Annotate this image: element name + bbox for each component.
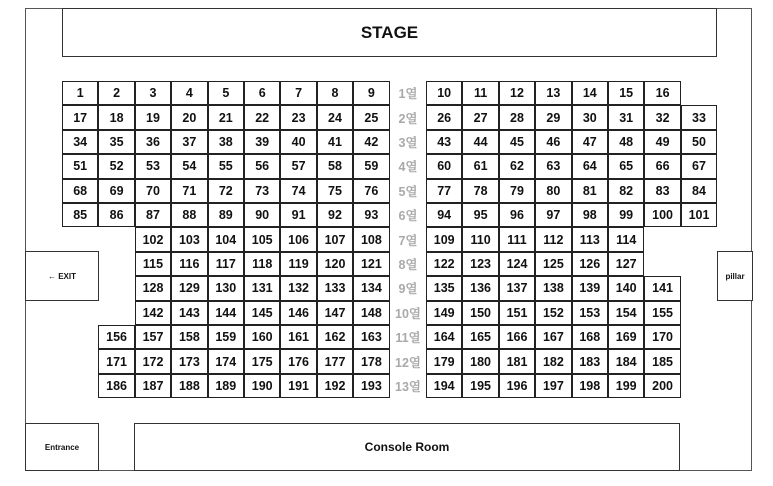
seat-161[interactable]: 161	[280, 325, 316, 349]
row-label: 11열	[395, 331, 421, 346]
seat-127[interactable]: 127	[608, 252, 644, 276]
seat-174[interactable]: 174	[208, 349, 244, 373]
seat-9[interactable]: 9	[353, 81, 389, 105]
seat-164[interactable]: 164	[426, 325, 462, 349]
entrance: Entrance	[25, 423, 99, 471]
seat-68[interactable]: 68	[62, 179, 98, 203]
seat-46[interactable]: 46	[535, 130, 571, 154]
seat-43[interactable]: 43	[426, 130, 462, 154]
seat-60[interactable]: 60	[426, 154, 462, 178]
seat-53[interactable]: 53	[135, 154, 171, 178]
seat-84[interactable]: 84	[681, 179, 717, 203]
seat-27[interactable]: 27	[462, 105, 498, 129]
seat-58[interactable]: 58	[317, 154, 353, 178]
seat-102[interactable]: 102	[135, 227, 171, 251]
exit-door: ← EXIT	[25, 251, 99, 301]
seat-198[interactable]: 198	[572, 374, 608, 398]
seat-158[interactable]: 158	[171, 325, 207, 349]
seat-139[interactable]: 139	[572, 276, 608, 300]
seat-30[interactable]: 30	[572, 105, 608, 129]
seat-14[interactable]: 14	[572, 81, 608, 105]
seat-91[interactable]: 91	[280, 203, 316, 227]
seat-22[interactable]: 22	[244, 105, 280, 129]
seat-49[interactable]: 49	[644, 130, 680, 154]
seat-35[interactable]: 35	[98, 130, 134, 154]
seat-6[interactable]: 6	[244, 81, 280, 105]
seat-151[interactable]: 151	[499, 301, 535, 325]
seat-95[interactable]: 95	[462, 203, 498, 227]
seat-65[interactable]: 65	[608, 154, 644, 178]
seat-160[interactable]: 160	[244, 325, 280, 349]
seat-28[interactable]: 28	[499, 105, 535, 129]
seat-72[interactable]: 72	[208, 179, 244, 203]
seat-71[interactable]: 71	[171, 179, 207, 203]
seat-136[interactable]: 136	[462, 276, 498, 300]
seat-42[interactable]: 42	[353, 130, 389, 154]
seat-26[interactable]: 26	[426, 105, 462, 129]
seat-87[interactable]: 87	[135, 203, 171, 227]
seat-128[interactable]: 128	[135, 276, 171, 300]
seat-137[interactable]: 137	[499, 276, 535, 300]
seat-135[interactable]: 135	[426, 276, 462, 300]
seat-48[interactable]: 48	[608, 130, 644, 154]
seat-193[interactable]: 193	[353, 374, 389, 398]
seat-101[interactable]: 101	[681, 203, 717, 227]
seat-40[interactable]: 40	[280, 130, 316, 154]
seat-189[interactable]: 189	[208, 374, 244, 398]
seat-181[interactable]: 181	[499, 349, 535, 373]
seat-47[interactable]: 47	[572, 130, 608, 154]
seat-163[interactable]: 163	[353, 325, 389, 349]
seat-32[interactable]: 32	[644, 105, 680, 129]
seat-184[interactable]: 184	[608, 349, 644, 373]
seat-169[interactable]: 169	[608, 325, 644, 349]
seat-13[interactable]: 13	[535, 81, 571, 105]
row-label: 12열	[395, 355, 421, 370]
seat-105[interactable]: 105	[244, 227, 280, 251]
seat-15[interactable]: 15	[608, 81, 644, 105]
seat-113[interactable]: 113	[572, 227, 608, 251]
seat-149[interactable]: 149	[426, 301, 462, 325]
seat-133[interactable]: 133	[317, 276, 353, 300]
row-label: 5열	[398, 184, 418, 199]
seat-1[interactable]: 1	[62, 81, 98, 105]
seat-130[interactable]: 130	[208, 276, 244, 300]
seat-51[interactable]: 51	[62, 154, 98, 178]
seat-117[interactable]: 117	[208, 252, 244, 276]
seat-173[interactable]: 173	[171, 349, 207, 373]
seat-109[interactable]: 109	[426, 227, 462, 251]
row-label: 13열	[395, 379, 421, 394]
seat-132[interactable]: 132	[280, 276, 316, 300]
seat-70[interactable]: 70	[135, 179, 171, 203]
seat-154[interactable]: 154	[608, 301, 644, 325]
seat-124[interactable]: 124	[499, 252, 535, 276]
seat-156[interactable]: 156	[98, 325, 134, 349]
row-label: 2열	[398, 111, 418, 126]
seat-34[interactable]: 34	[62, 130, 98, 154]
seat-152[interactable]: 152	[535, 301, 571, 325]
seat-110[interactable]: 110	[462, 227, 498, 251]
seat-153[interactable]: 153	[572, 301, 608, 325]
seat-36[interactable]: 36	[135, 130, 171, 154]
seat-55[interactable]: 55	[208, 154, 244, 178]
seat-180[interactable]: 180	[462, 349, 498, 373]
seat-150[interactable]: 150	[462, 301, 498, 325]
seat-188[interactable]: 188	[171, 374, 207, 398]
seat-20[interactable]: 20	[171, 105, 207, 129]
seat-159[interactable]: 159	[208, 325, 244, 349]
seat-142[interactable]: 142	[135, 301, 171, 325]
seat-144[interactable]: 144	[208, 301, 244, 325]
seat-4[interactable]: 4	[171, 81, 207, 105]
seat-192[interactable]: 192	[317, 374, 353, 398]
seat-76[interactable]: 76	[353, 179, 389, 203]
seat-129[interactable]: 129	[171, 276, 207, 300]
seat-3[interactable]: 3	[135, 81, 171, 105]
seat-195[interactable]: 195	[462, 374, 498, 398]
seat-74[interactable]: 74	[280, 179, 316, 203]
seat-155[interactable]: 155	[644, 301, 680, 325]
seat-90[interactable]: 90	[244, 203, 280, 227]
seat-114[interactable]: 114	[608, 227, 644, 251]
seat-93[interactable]: 93	[353, 203, 389, 227]
seat-39[interactable]: 39	[244, 130, 280, 154]
row-label: 4열	[398, 160, 418, 175]
seat-170[interactable]: 170	[644, 325, 680, 349]
seat-29[interactable]: 29	[535, 105, 571, 129]
seat-50[interactable]: 50	[681, 130, 717, 154]
seat-196[interactable]: 196	[499, 374, 535, 398]
seat-21[interactable]: 21	[208, 105, 244, 129]
seat-75[interactable]: 75	[317, 179, 353, 203]
seat-121[interactable]: 121	[353, 252, 389, 276]
seat-116[interactable]: 116	[171, 252, 207, 276]
seat-94[interactable]: 94	[426, 203, 462, 227]
seat-24[interactable]: 24	[317, 105, 353, 129]
seat-52[interactable]: 52	[98, 154, 134, 178]
seat-126[interactable]: 126	[572, 252, 608, 276]
seat-178[interactable]: 178	[353, 349, 389, 373]
seat-64[interactable]: 64	[572, 154, 608, 178]
seat-165[interactable]: 165	[462, 325, 498, 349]
seat-63[interactable]: 63	[535, 154, 571, 178]
row-label: 8열	[398, 257, 418, 272]
seat-99[interactable]: 99	[608, 203, 644, 227]
seat-123[interactable]: 123	[462, 252, 498, 276]
seat-5[interactable]: 5	[208, 81, 244, 105]
seat-194[interactable]: 194	[426, 374, 462, 398]
seat-118[interactable]: 118	[244, 252, 280, 276]
seat-108[interactable]: 108	[353, 227, 389, 251]
seat-187[interactable]: 187	[135, 374, 171, 398]
seat-81[interactable]: 81	[572, 179, 608, 203]
seat-167[interactable]: 167	[535, 325, 571, 349]
seat-125[interactable]: 125	[535, 252, 571, 276]
seat-141[interactable]: 141	[644, 276, 680, 300]
pillar: pillar	[717, 251, 753, 301]
seat-17[interactable]: 17	[62, 105, 98, 129]
seat-197[interactable]: 197	[535, 374, 571, 398]
seat-131[interactable]: 131	[244, 276, 280, 300]
seat-146[interactable]: 146	[280, 301, 316, 325]
seat-157[interactable]: 157	[135, 325, 171, 349]
seat-8[interactable]: 8	[317, 81, 353, 105]
seat-45[interactable]: 45	[499, 130, 535, 154]
seat-191[interactable]: 191	[280, 374, 316, 398]
seat-179[interactable]: 179	[426, 349, 462, 373]
seat-119[interactable]: 119	[280, 252, 316, 276]
seat-44[interactable]: 44	[462, 130, 498, 154]
row-label: 7열	[398, 233, 418, 248]
seat-73[interactable]: 73	[244, 179, 280, 203]
seat-168[interactable]: 168	[572, 325, 608, 349]
seat-79[interactable]: 79	[499, 179, 535, 203]
seat-25[interactable]: 25	[353, 105, 389, 129]
seat-82[interactable]: 82	[608, 179, 644, 203]
seat-176[interactable]: 176	[280, 349, 316, 373]
seat-77[interactable]: 77	[426, 179, 462, 203]
seat-19[interactable]: 19	[135, 105, 171, 129]
seat-86[interactable]: 86	[98, 203, 134, 227]
seat-177[interactable]: 177	[317, 349, 353, 373]
seat-2[interactable]: 2	[98, 81, 134, 105]
row-label: 10열	[395, 306, 421, 321]
seat-147[interactable]: 147	[317, 301, 353, 325]
seat-7[interactable]: 7	[280, 81, 316, 105]
seat-85[interactable]: 85	[62, 203, 98, 227]
seat-96[interactable]: 96	[499, 203, 535, 227]
seat-67[interactable]: 67	[681, 154, 717, 178]
seat-37[interactable]: 37	[171, 130, 207, 154]
seat-54[interactable]: 54	[171, 154, 207, 178]
seat-78[interactable]: 78	[462, 179, 498, 203]
seat-182[interactable]: 182	[535, 349, 571, 373]
seat-92[interactable]: 92	[317, 203, 353, 227]
seat-145[interactable]: 145	[244, 301, 280, 325]
seat-183[interactable]: 183	[572, 349, 608, 373]
seat-186[interactable]: 186	[98, 374, 134, 398]
seat-88[interactable]: 88	[171, 203, 207, 227]
row-label: 1열	[398, 87, 418, 102]
seat-59[interactable]: 59	[353, 154, 389, 178]
seat-171[interactable]: 171	[98, 349, 134, 373]
row-label: 9열	[398, 282, 418, 297]
seat-103[interactable]: 103	[171, 227, 207, 251]
seat-134[interactable]: 134	[353, 276, 389, 300]
seat-41[interactable]: 41	[317, 130, 353, 154]
seat-111[interactable]: 111	[499, 227, 535, 251]
seat-10[interactable]: 10	[426, 81, 462, 105]
seat-98[interactable]: 98	[572, 203, 608, 227]
seat-31[interactable]: 31	[608, 105, 644, 129]
seat-56[interactable]: 56	[244, 154, 280, 178]
seat-38[interactable]: 38	[208, 130, 244, 154]
console-room: Console Room	[134, 423, 680, 471]
seat-106[interactable]: 106	[280, 227, 316, 251]
seat-143[interactable]: 143	[171, 301, 207, 325]
seat-83[interactable]: 83	[644, 179, 680, 203]
seat-120[interactable]: 120	[317, 252, 353, 276]
row-label: 6열	[398, 209, 418, 224]
seat-190[interactable]: 190	[244, 374, 280, 398]
seat-16[interactable]: 16	[644, 81, 680, 105]
seat-23[interactable]: 23	[280, 105, 316, 129]
seat-80[interactable]: 80	[535, 179, 571, 203]
seat-97[interactable]: 97	[535, 203, 571, 227]
seat-162[interactable]: 162	[317, 325, 353, 349]
seat-69[interactable]: 69	[98, 179, 134, 203]
seat-172[interactable]: 172	[135, 349, 171, 373]
seat-140[interactable]: 140	[608, 276, 644, 300]
seat-138[interactable]: 138	[535, 276, 571, 300]
seat-175[interactable]: 175	[244, 349, 280, 373]
seat-62[interactable]: 62	[499, 154, 535, 178]
seat-185[interactable]: 185	[644, 349, 680, 373]
seat-200[interactable]: 200	[644, 374, 680, 398]
seat-33[interactable]: 33	[681, 105, 717, 129]
seat-115[interactable]: 115	[135, 252, 171, 276]
seat-61[interactable]: 61	[462, 154, 498, 178]
seat-100[interactable]: 100	[644, 203, 680, 227]
seat-18[interactable]: 18	[98, 105, 134, 129]
seat-11[interactable]: 11	[462, 81, 498, 105]
seat-112[interactable]: 112	[535, 227, 571, 251]
seat-199[interactable]: 199	[608, 374, 644, 398]
stage: STAGE	[62, 8, 717, 57]
seat-89[interactable]: 89	[208, 203, 244, 227]
seat-66[interactable]: 66	[644, 154, 680, 178]
seat-12[interactable]: 12	[499, 81, 535, 105]
row-label: 3열	[398, 135, 418, 150]
seat-107[interactable]: 107	[317, 227, 353, 251]
seat-148[interactable]: 148	[353, 301, 389, 325]
seat-57[interactable]: 57	[280, 154, 316, 178]
seat-122[interactable]: 122	[426, 252, 462, 276]
seat-104[interactable]: 104	[208, 227, 244, 251]
seat-166[interactable]: 166	[499, 325, 535, 349]
